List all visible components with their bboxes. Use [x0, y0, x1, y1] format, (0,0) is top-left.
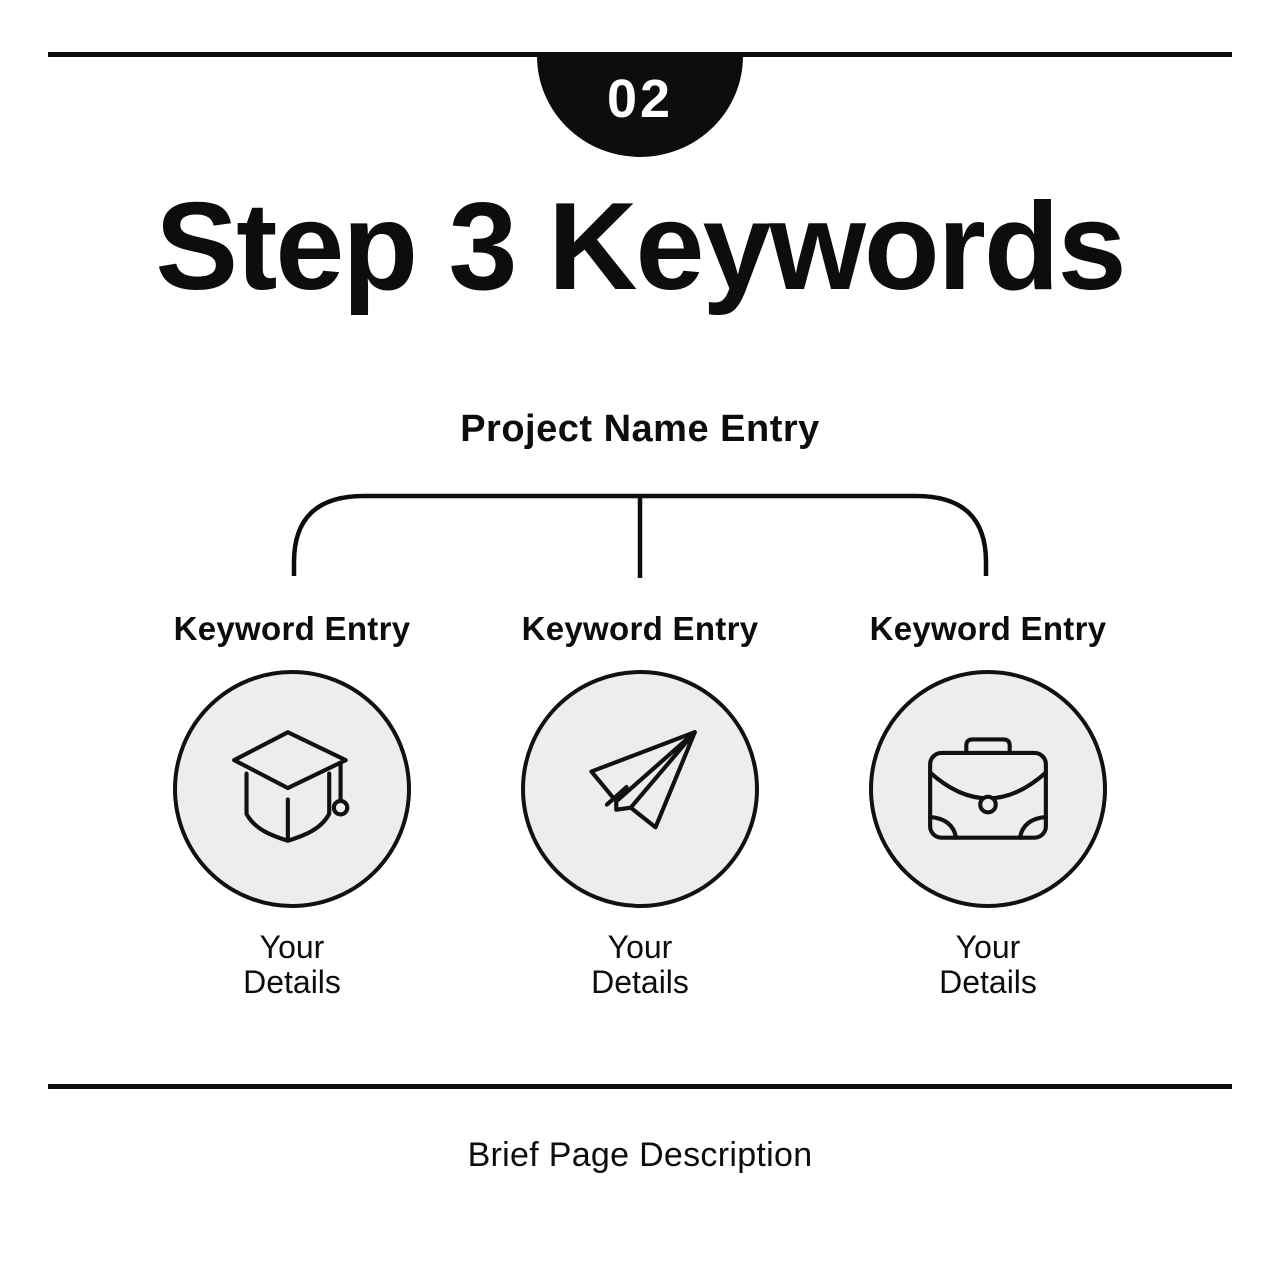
keyword-label-2: Keyword Entry [521, 610, 759, 647]
keyword-circle-1 [173, 670, 411, 908]
briefcase-icon [926, 725, 1050, 854]
keyword-label-3: Keyword Entry [869, 610, 1107, 647]
keyword-circle-3 [869, 670, 1107, 908]
details-text-1: Your Details [243, 929, 341, 1001]
details-text-2: Your Details [591, 929, 689, 1001]
page-title: Step 3 Keywords [155, 178, 1125, 316]
page-description: Brief Page Description [467, 1136, 813, 1174]
paper-plane-icon [578, 725, 702, 854]
keyword-circle-2 [521, 670, 759, 908]
details-text-3: Your Details [939, 929, 1037, 1001]
step-number: 02 [606, 69, 674, 129]
bottom-divider [48, 1084, 1232, 1089]
root-node-label: Project Name Entry [460, 408, 820, 450]
keyword-label-1: Keyword Entry [173, 610, 411, 647]
graduation-cap-icon [230, 725, 354, 854]
step-number-badge [537, 56, 743, 157]
